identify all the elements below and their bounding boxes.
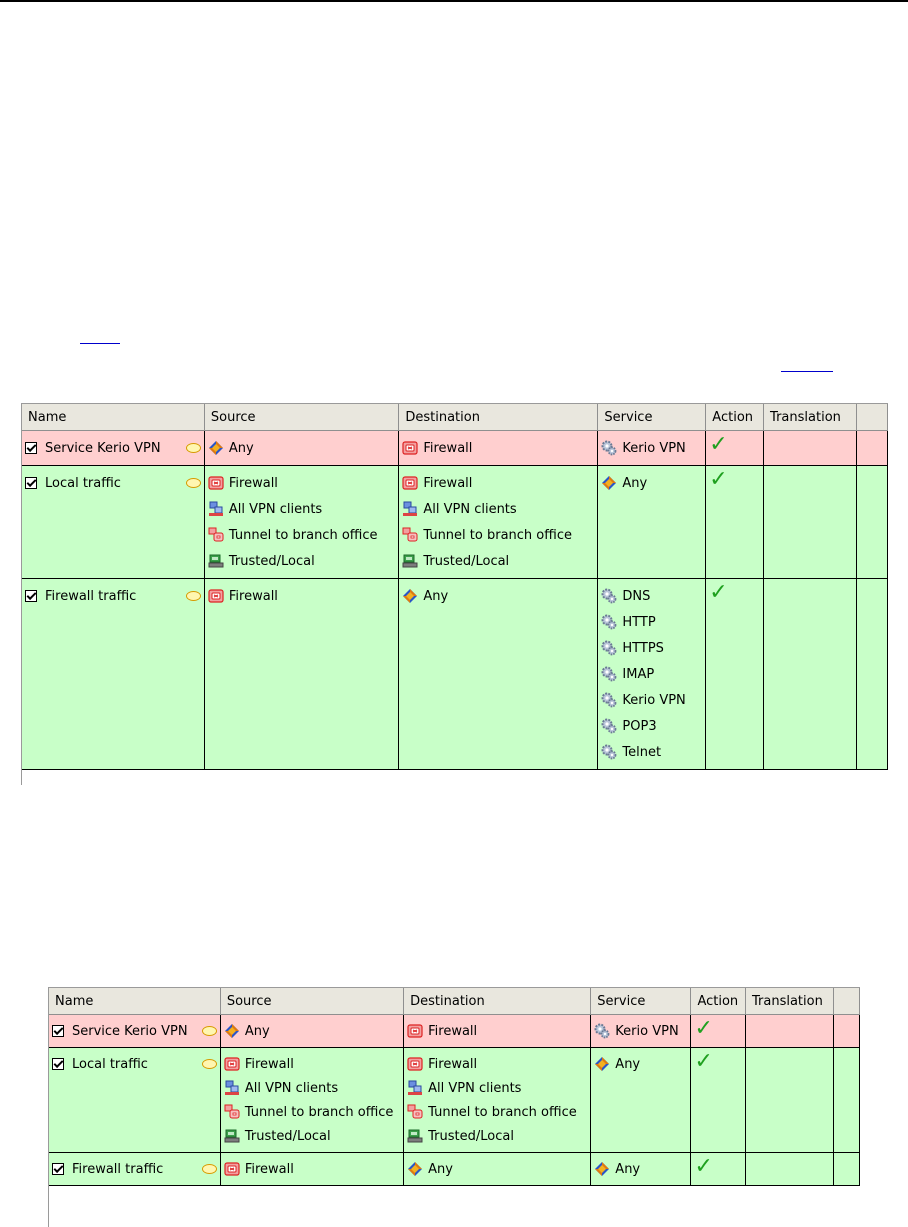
row-filler [857,466,888,579]
cell-item-label: All VPN clients [428,1080,522,1096]
rule-enabled-checkbox[interactable] [25,590,37,602]
firewall-icon [208,475,224,491]
column-header-name[interactable]: Name [22,404,204,431]
service-gear-icon [601,614,617,630]
any-icon [601,475,617,491]
rule-name-cell[interactable] [22,431,204,466]
rule-name-cell[interactable] [22,579,204,770]
service-gear-icon [601,718,617,734]
cell-item-label: POP3 [622,718,657,734]
rule-enabled-checkbox[interactable] [25,477,37,489]
firewall-icon [224,1161,240,1177]
cell-item-label: Telnet [622,744,662,760]
permit-check-icon: ✓ [709,467,728,492]
rule-service-cell[interactable] [598,579,706,770]
table-row[interactable] [22,579,888,770]
cell-item-label: Firewall [228,475,278,491]
rule-name-label: Local traffic [72,1056,148,1072]
cell-item-label: Any [615,1161,641,1177]
cell-item-label: Firewall [244,1056,294,1072]
trusted-interface-icon [402,553,418,569]
cell-item-label: All VPN clients [244,1080,339,1096]
permit-check-icon: ✓ [694,1154,713,1179]
rule-enabled-checkbox[interactable] [52,1163,64,1175]
rule-service-cell[interactable] [591,1015,691,1048]
cell-item-label: Firewall [228,588,278,604]
firewall-icon [224,1056,240,1072]
rule-source-cell[interactable] [220,1048,403,1153]
rule-action-cell[interactable] [691,1048,746,1153]
row-filler [857,431,888,466]
cell-item-label: Tunnel to branch office [423,527,572,543]
vpn-tunnel-icon [208,527,224,543]
cell-item-label: Any [428,1161,453,1177]
cell-item-label: IMAP [622,666,655,682]
service-gear-icon [601,666,617,682]
permit-check-icon: ✓ [709,580,728,605]
firewall-icon [402,475,418,491]
cell-item [208,548,395,574]
rule-source-cell[interactable] [220,1153,403,1186]
cell-item [407,1100,587,1124]
vpn-clients-icon [402,501,418,517]
rule-enabled-checkbox[interactable] [52,1058,64,1070]
rule-translation-cell[interactable] [764,466,857,579]
cell-item [402,470,594,496]
service-gear-icon [601,640,617,656]
rule-action-cell[interactable] [691,1015,746,1048]
rule-source-cell[interactable] [204,579,398,770]
column-header-destination[interactable]: Destination [399,404,598,431]
rule-source-cell[interactable] [204,431,398,466]
service-gear-icon [594,1023,610,1039]
cell-item-label: HTTP [622,614,656,630]
comment-bubble-icon[interactable] [202,1164,217,1174]
cell-item-label: DNS [622,588,651,604]
rule-name-label: Firewall traffic [45,588,137,604]
service-gear-icon [601,744,617,760]
cell-item-label: HTTPS [622,640,664,656]
rule-destination-cell[interactable] [404,1153,591,1186]
cell-item [208,522,395,548]
table-row[interactable] [22,466,888,579]
cell-item [594,1157,687,1181]
cell-item-label: Firewall [244,1161,294,1177]
cell-item [224,1019,400,1043]
cell-item-label: Firewall [428,1056,478,1072]
cell-item-label: Trusted/Local [228,553,315,569]
cell-item [601,739,702,765]
any-icon [208,440,224,456]
rule-translation-cell[interactable] [764,431,857,466]
cell-item [601,661,702,687]
rule-enabled-checkbox[interactable] [25,442,37,454]
cell-item [601,713,702,739]
rule-service-cell[interactable] [598,466,706,579]
any-icon [407,1161,423,1177]
table-header [49,988,860,1015]
cell-item-label: Trusted/Local [428,1128,514,1144]
cell-item [208,435,395,461]
cell-item-label: Tunnel to branch office [228,527,378,543]
cell-item-label: Kerio VPN [615,1023,679,1039]
cell-item [402,496,594,522]
cell-item-label: All VPN clients [228,501,323,517]
cell-item [208,470,395,496]
cell-item [224,1100,400,1124]
cell-item [594,1052,687,1076]
cell-item [407,1076,587,1100]
trusted-interface-icon [224,1128,240,1144]
rule-translation-cell[interactable] [764,579,857,770]
trusted-interface-icon [407,1128,423,1144]
column-header-source[interactable]: Source [220,988,403,1015]
cell-item-label: Any [615,1056,641,1072]
row-filler [833,1153,859,1186]
row-filler [857,579,888,770]
comment-bubble-icon[interactable] [202,1059,217,1069]
rule-destination-cell[interactable] [399,466,598,579]
cell-item-label: Any [244,1023,270,1039]
permit-check-icon: ✓ [694,1016,713,1041]
rule-name-label: Service Kerio VPN [72,1023,188,1039]
firewall-icon [407,1023,423,1039]
column-header-service[interactable]: Service [591,988,691,1015]
rule-name-label: Service Kerio VPN [45,440,161,456]
comment-bubble-icon[interactable] [202,1026,217,1036]
rule-source-cell[interactable] [204,466,398,579]
rule-action-cell[interactable] [706,466,764,579]
firewall-icon [407,1056,423,1072]
rule-translation-cell[interactable] [745,1153,833,1186]
rule-translation-cell[interactable] [745,1015,833,1048]
cell-item [402,583,594,609]
any-icon [594,1161,610,1177]
reference-link-2[interactable] [781,371,833,372]
cell-item [601,635,702,661]
reference-link-1[interactable] [80,343,120,344]
rule-destination-cell[interactable] [404,1048,591,1153]
firewall-icon [402,440,418,456]
cell-item-label: Firewall [423,440,473,456]
any-icon [224,1023,240,1039]
comment-bubble-icon[interactable] [186,478,201,488]
rule-name-label: Local traffic [45,475,121,491]
cell-item-label: Any [622,475,648,491]
cell-item-label: Trusted/Local [244,1128,331,1144]
column-header-destination[interactable]: Destination [404,988,591,1015]
column-header-filler [857,404,888,431]
page-top-rule [0,0,908,2]
cell-item-label: All VPN clients [423,501,517,517]
table-row[interactable] [49,1153,860,1186]
rule-name [25,470,201,496]
service-gear-icon [601,692,617,708]
cell-item [407,1052,587,1076]
cell-item-label: Trusted/Local [423,553,510,569]
cell-item [601,470,702,496]
vpn-tunnel-icon [224,1104,240,1120]
cell-item [224,1052,400,1076]
rule-source-cell[interactable] [220,1015,403,1048]
row-filler [833,1048,859,1153]
rule-name [52,1052,217,1076]
comment-bubble-icon[interactable] [186,591,201,601]
permit-check-icon: ✓ [709,432,728,457]
column-header-action[interactable]: Action [691,988,746,1015]
cell-item [594,1019,687,1043]
row-filler [833,1015,859,1048]
permit-check-icon: ✓ [694,1049,713,1074]
rule-name-cell[interactable] [49,1048,220,1153]
cell-item-label: Any [228,440,254,456]
rule-translation-cell[interactable] [745,1048,833,1153]
table-row[interactable] [49,1015,860,1048]
rule-name-label: Firewall traffic [72,1161,164,1177]
cell-item-label: Tunnel to branch office [428,1104,577,1120]
rule-service-cell[interactable] [591,1153,691,1186]
rule-name-cell[interactable] [49,1153,220,1186]
cell-item [224,1157,400,1181]
traffic-rules-table-2 [48,987,860,1227]
rule-enabled-checkbox[interactable] [52,1025,64,1037]
table-header [22,404,888,431]
vpn-clients-icon [224,1080,240,1096]
service-gear-icon [601,588,617,604]
firewall-icon [208,588,224,604]
rule-destination-cell[interactable] [399,431,598,466]
vpn-clients-icon [208,501,224,517]
rule-action-cell[interactable] [691,1153,746,1186]
cell-item [407,1124,587,1148]
column-header-name[interactable]: Name [49,988,220,1015]
column-header-action[interactable]: Action [706,404,764,431]
table-row[interactable] [22,431,888,466]
cell-item [601,687,702,713]
cell-item [407,1157,587,1181]
rule-name [52,1157,217,1181]
cell-item-label: Kerio VPN [622,440,686,456]
cell-item [601,583,702,609]
service-gear-icon [601,440,617,456]
rule-name [52,1019,217,1043]
cell-item [402,522,594,548]
any-icon [594,1056,610,1072]
vpn-tunnel-icon [402,527,418,543]
rule-action-cell[interactable] [706,579,764,770]
cell-item [407,1019,587,1043]
cell-item-label: Any [423,588,449,604]
rule-service-cell[interactable] [591,1048,691,1153]
column-header-source[interactable]: Source [204,404,398,431]
cell-item [208,583,395,609]
any-icon [402,588,418,604]
rule-name-cell[interactable] [22,466,204,579]
rule-name-cell[interactable] [49,1015,220,1048]
table-row[interactable] [49,1048,860,1153]
cell-item [402,435,594,461]
column-header-service[interactable]: Service [598,404,706,431]
rule-service-cell[interactable] [598,431,706,466]
trusted-interface-icon [208,553,224,569]
vpn-tunnel-icon [407,1104,423,1120]
cell-item [601,609,702,635]
column-header-filler [833,988,859,1015]
rule-name [25,583,201,609]
cell-item [402,548,594,574]
column-header-translation[interactable]: Translation [745,988,833,1015]
traffic-rules-table-1 [21,403,888,785]
cell-item-label: Kerio VPN [622,692,686,708]
column-header-translation[interactable]: Translation [764,404,857,431]
cell-item-label: Firewall [423,475,473,491]
rule-action-cell[interactable] [706,431,764,466]
rule-name [25,435,201,461]
comment-bubble-icon[interactable] [186,443,201,453]
cell-item [208,496,395,522]
cell-item-label: Tunnel to branch office [244,1104,394,1120]
cell-item-label: Firewall [428,1023,478,1039]
cell-item [224,1076,400,1100]
cell-item [224,1124,400,1148]
rule-destination-cell[interactable] [404,1015,591,1048]
cell-item [601,435,702,461]
rule-destination-cell[interactable] [399,579,598,770]
vpn-clients-icon [407,1080,423,1096]
